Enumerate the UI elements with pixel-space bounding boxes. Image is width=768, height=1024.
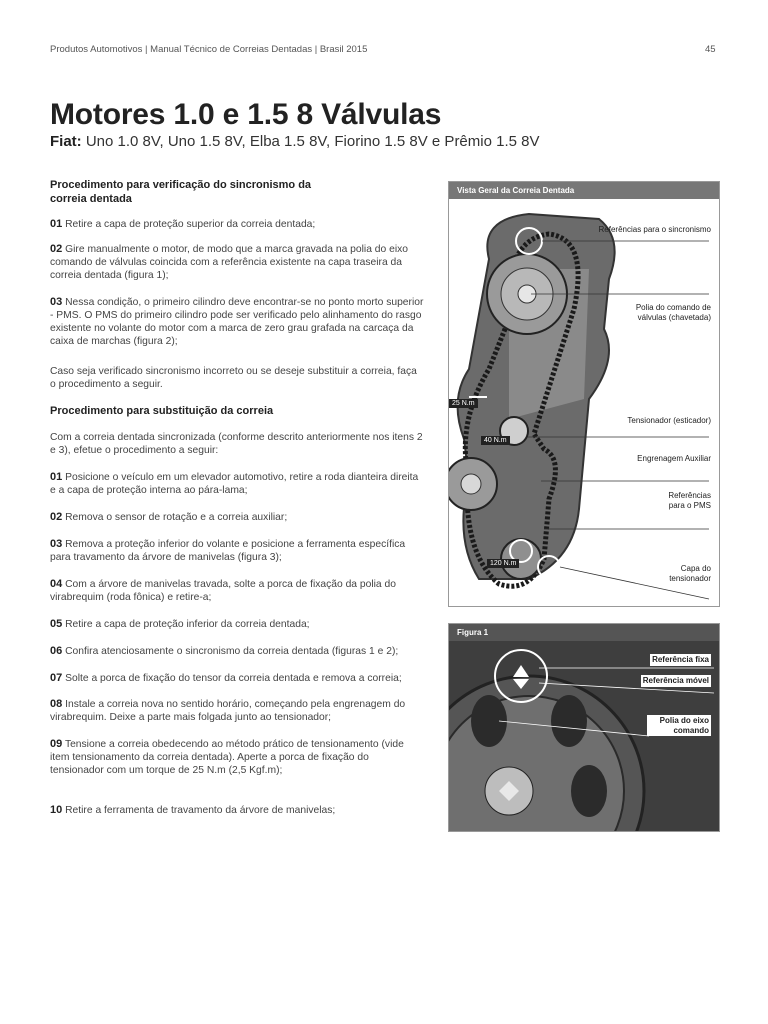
torque-label-25: 25 N.m	[449, 399, 478, 408]
item-number: 03	[50, 538, 63, 550]
list-item	[50, 538, 425, 564]
pulley-cutout	[571, 765, 607, 817]
pulley-cutout	[551, 695, 587, 747]
subtitle-brand: Fiat:	[50, 133, 82, 150]
belt-overview-figure	[448, 181, 720, 607]
item-text: Nessa condição, o primeiro cilindro deve encontrar-se no ponto morto superior - PMS. O PMS do primeiro cilindro pode ser verificado pelo alinhamento do rasgo existente no volante do motor com a marca de zero grau grafada na carcaça da caixa de marchas (figura 2);	[50, 297, 424, 347]
label-sync-reference: Referências para o sincronismo	[598, 225, 711, 234]
item-number: 06	[50, 645, 63, 657]
list-item	[50, 243, 425, 282]
item-number: 04	[50, 578, 63, 590]
item-text: Confira atenciosamente o sincronismo da correia dentada (figuras 1 e 2);	[65, 646, 399, 657]
list-item	[50, 578, 425, 604]
figure-1-photo	[449, 641, 719, 831]
item-number: 08	[50, 698, 63, 710]
list-item	[50, 645, 425, 658]
list-item	[50, 672, 425, 685]
list-item	[50, 471, 425, 497]
item-number: 09	[50, 738, 63, 750]
figure-1-title: Figura 1	[449, 624, 719, 641]
label-cam-pulley: Polia do eixo comando	[647, 715, 711, 736]
item-text: Remova a proteção inferior do volante e posicione a ferramenta específica para travamento da árvore de manivelas (figura 3);	[50, 539, 406, 563]
list-item	[50, 218, 425, 231]
torque-label-40: 40 N.m	[481, 436, 510, 445]
page-number: 45	[705, 44, 716, 55]
item-text: Posicione o veículo em um elevador automotivo, retire a roda dianteira direita e a capa de proteção interna ao pára-lama;	[50, 472, 419, 496]
subtitle-models: Uno 1.0 8V, Uno 1.5 8V, Elba 1.5 8V, Fiorino 1.5 8V e Prêmio 1.5 8V	[81, 133, 540, 150]
item-number: 05	[50, 618, 63, 630]
auxiliary-gear-hub	[461, 474, 481, 494]
torque-label-120: 120 N.m	[487, 559, 519, 568]
section-heading-replacement: Procedimento para substituição da correia	[50, 405, 274, 417]
section-note: Caso seja verificado sincronismo incorreto ou se deseje substituir a correia, faça o procedimento a seguir.	[50, 366, 417, 390]
list-item	[50, 618, 425, 631]
label-pms-reference: Referências para o PMS	[668, 491, 711, 510]
item-number: 03	[50, 296, 63, 308]
item-text: Retire a ferramenta de travamento da árvore de manivelas;	[65, 805, 336, 816]
item-text: Tensione a correia obedecendo ao método prático de tensionamento (vide item tensionamento da correia dentada). Aperte a porca de fixação do tensionador com um torque de 25 N.m (2,5 Kgf.m);	[50, 739, 404, 776]
label-fixed-reference: Referência fixa	[652, 655, 709, 664]
item-text: Retire a capa de proteção superior da correia dentada;	[65, 219, 316, 230]
item-number: 01	[50, 471, 63, 483]
list-item	[50, 511, 425, 524]
belt-diagram	[449, 199, 719, 606]
item-number: 02	[50, 511, 63, 523]
item-text: Solte a porca de fixação do tensor da correia dentada e remova a correia;	[65, 673, 402, 684]
item-number: 01	[50, 218, 63, 230]
figure-title: Vista Geral da Correia Dentada	[449, 182, 719, 199]
item-number: 07	[50, 672, 63, 684]
list-item	[50, 804, 425, 817]
list-item	[50, 296, 425, 348]
item-text: Gire manualmente o motor, de modo que a marca gravada na polia do eixo comando de válvulas coincida com a referência existente na capa traseira da correia dentada (figura 1);	[50, 244, 408, 281]
item-number: 10	[50, 804, 63, 816]
label-tensioner: Tensionador (esticador)	[627, 416, 711, 425]
section-intro: Com a correia dentada sincronizada (conforme descrito anteriormente nos itens 2 e 3), efetue o procedimento a seguir:	[50, 432, 423, 456]
page-subtitle	[50, 133, 539, 150]
label-mobile-reference: Referência móvel	[642, 676, 709, 685]
item-text: Remova o sensor de rotação e a correia auxiliar;	[65, 512, 288, 523]
figure-1	[448, 623, 720, 832]
item-number: 02	[50, 243, 63, 255]
label-auxiliary-gear: Engrenagem Auxiliar	[637, 454, 711, 463]
label-tensioner-cap: Capa do tensionador	[669, 564, 711, 583]
running-header: Produtos Automotivos | Manual Técnico de Correias Dentadas | Brasil 2015	[50, 44, 368, 55]
item-text: Com a árvore de manivelas travada, solte a porca de fixação da polia do virabrequim (roda fônica) e retire-a;	[50, 579, 396, 603]
item-text: Instale a correia nova no sentido horário, começando pela engrenagem do virabrequim. Deixe a parte mais folgada junto ao tensionador;	[50, 699, 406, 723]
page-title: Motores 1.0 e 1.5 8 Válvulas	[50, 98, 442, 131]
list-item	[50, 698, 425, 724]
label-cam-pulley: Polia do comando de válvulas (chavetada)	[635, 303, 711, 322]
item-text: Retire a capa de proteção inferior da correia dentada;	[65, 619, 310, 630]
list-item	[50, 738, 425, 777]
section-heading-verification: Procedimento para verificação do sincronismo da correia dentada	[50, 179, 312, 205]
